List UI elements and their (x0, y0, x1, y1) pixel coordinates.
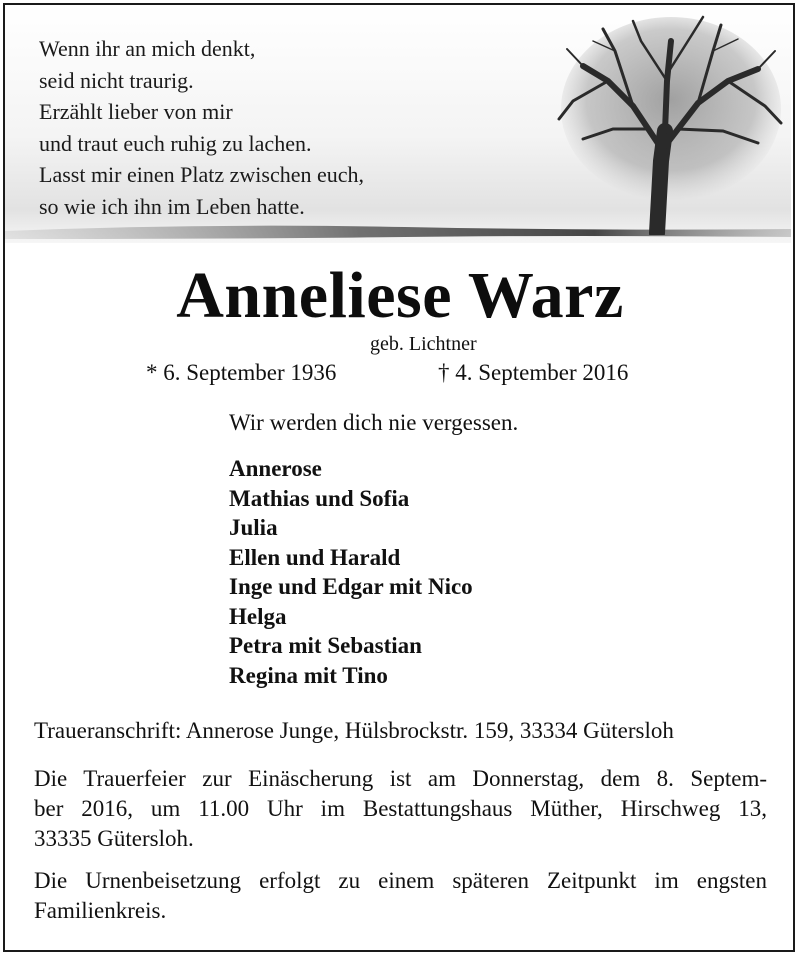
poem-line: Erzählt lieber von mir (39, 99, 233, 124)
deceased-name: Anneliese Warz (176, 259, 624, 332)
tree-icon (553, 11, 789, 235)
mourners-list (229, 454, 473, 690)
birth-name: geb. Lichtner (370, 333, 477, 355)
list-item: Julia (229, 515, 278, 540)
poem (39, 33, 364, 222)
list-item: Ellen und Harald (229, 544, 401, 570)
paragraph-line: 33335 Gütersloh. (34, 826, 194, 851)
list-item: Mathias und Sofia (229, 485, 410, 511)
list-item: Regina mit Tino (229, 662, 388, 688)
list-item: Petra mit Sebastian (229, 633, 422, 658)
list-item: Helga (229, 603, 287, 629)
death-date: † 4. September 2016 (438, 360, 629, 385)
mourning-address: Traueranschrift: Annerose Junge, Hülsbrockstr. 159, 33334 Gütersloh (34, 718, 674, 743)
poem-line: Wenn ihr an mich denkt, (39, 36, 256, 61)
motto: Wir werden dich nie vergessen. (229, 410, 519, 435)
list-item: Annerose (229, 456, 322, 481)
ceremony-paragraph (34, 764, 767, 854)
poem-line: Lasst mir einen Platz zwischen euch, (39, 162, 365, 187)
paragraph-line: Die Trauerfeier zur Einäscherung ist am Donnerstag, dem 8. Septem- (34, 766, 767, 791)
paragraph-line: ber 2016, um 11.00 Uhr im Bestattungshaus Müther, Hirschweg 13, (34, 796, 767, 821)
paragraph-line: Familienkreis. (34, 898, 167, 923)
header-image (5, 5, 791, 243)
poem-line: und traut euch ruhig zu lachen. (39, 130, 312, 156)
paragraph-line: Die Urnenbeisetzung erfolgt zu einem späteren Zeitpunkt im engsten (34, 868, 767, 893)
list-item: Inge und Edgar mit Nico (229, 574, 473, 599)
poem-line: seid nicht traurig. (39, 67, 194, 93)
birth-date: * 6. September 1936 (146, 360, 337, 385)
urn-paragraph (34, 866, 767, 926)
poem-line: so wie ich ihn im Leben hatte. (39, 193, 305, 219)
